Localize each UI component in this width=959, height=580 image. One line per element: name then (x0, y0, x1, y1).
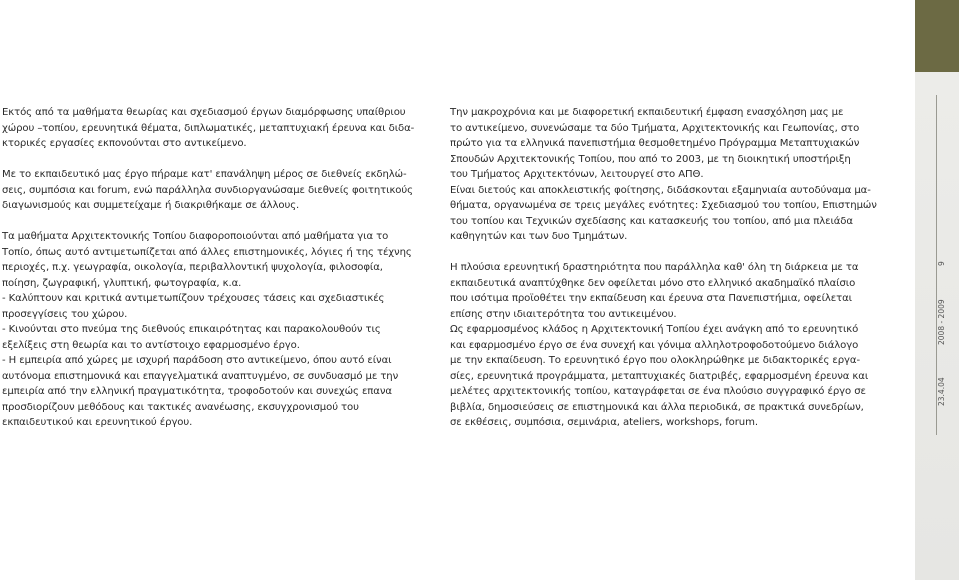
text-line: του Τμήματος Αρχιτεκτόνων, λειτουργεί στο ΑΠΘ. (450, 169, 704, 180)
right-text-column (450, 105, 890, 431)
page-number: 9 (937, 261, 946, 266)
text-line: ποίηση, ζωγραφική, γλυπτική, φωτογραφία, κ.α. (2, 277, 242, 289)
text-line: βιβλία, δημοσιεύσεις σε επιστημονικά και άλλα περιοδικά, σε πρακτικά συνεδρίων, (450, 401, 864, 413)
text-line: Σπουδών Αρχιτεκτονικής Τοπίου, που από το 2003, με τη διοικητική υποστήριξη (450, 153, 851, 165)
text-line: εκπαιδευτικού και ερευνητικού έργου. (2, 417, 193, 428)
text-line: - Κινούνται στο πνεύμα της διεθνούς επικαιρότητας και παρακολουθούν τις (2, 324, 381, 335)
text-line: επίσης στην ιδιαιτερότητα του αντικειμένου. (450, 308, 677, 320)
text-line: Είναι διετούς και αποκλειστικής φοίτησης, διδάσκονται εξαμηνιαία αυτοδύναμα μα- (450, 184, 871, 196)
text-line: - Η εμπειρία από χώρες με ισχυρή παράδοση στο αντικείμενο, όπου αυτό είναι (2, 355, 392, 366)
text-line: σίες, ερευνητικά προγράμματα, μεταπτυχιακές διατριβές, εφαρμοσμένη έρευνα και (450, 370, 869, 382)
paragraph (2, 105, 422, 152)
text-line: σε εκθέσεις, συμπόσια, σεμινάρια, ateliers, workshops, forum. (450, 417, 758, 428)
text-line: εκπαιδευτικά αναπτύχθηκε δεν οφείλεται μόνο στο ελληνικό ακαδημαϊκό πλαίσιο (450, 277, 856, 289)
text-line: Η πλούσια ερευνητική δραστηριότητα που παράλληλα καθ' όλη τη διάρκεια με τα (450, 262, 859, 273)
text-line: εξελίξεις στη θεωρία και το αντίστοιχο εφαρμοσμένο έργο. (2, 339, 300, 351)
text-line: διαγωνισμούς και συμμετείχαμε ή διακριθήκαμε σε άλλους. (2, 200, 300, 211)
text-line: περιοχές, π.χ. γεωγραφία, οικολογία, περιβαλλοντική ψυχολογία, φιλοσοφία, (2, 262, 383, 273)
text-line: Με το εκπαιδευτικό μας έργο πήραμε κατ' επανάληψη μέρος σε διεθνείς εκδηλώ- (2, 169, 407, 180)
text-line: Την μακροχρόνια και με διαφορετική εκπαιδευτική έμφαση ενασχόληση μας με (450, 107, 844, 118)
text-line: Τα μαθήματα Αρχιτεκτονικής Τοπίου διαφοροποιούνται από μαθήματα για το (2, 231, 389, 242)
text-line: αυτόνομα επιστημονικά και επαγγελματικά αναπτυγμένο, σε συνδυασμό με την (2, 370, 399, 382)
text-line: εμπειρία από την ελληνική πραγματικότητα, τροφοδοτούν και συνεχώς επανα (2, 386, 392, 397)
text-line: πρώτο για τα ελληνικά πανεπιστήμια θεσμοθετημένο Πρόγραμμα Μεταπτυχιακών (450, 138, 860, 149)
issue-label: 23.4.04 (937, 377, 946, 406)
text-line: προσδιορίζουν μεθόδους και τακτικές ανανέωσης, εκσυγχρονισμού του (2, 401, 359, 413)
text-line: του τοπίου και Τεχνικών σχεδίασης και κατασκευής του τοπίου, από μια πλειάδα (450, 215, 853, 227)
text-line: καθηγητών και των δυο Τμημάτων. (450, 231, 628, 242)
paragraph (450, 260, 890, 431)
text-line: κτορικές εργασίες εκπονούνται στο αντικείμενο. (2, 138, 247, 149)
sidebar-strip (915, 0, 959, 580)
text-line: Ως εφαρμοσμένος κλάδος η Αρχιτεκτονική Τοπίου έχει ανάγκη από το ερευνητικό (450, 324, 859, 335)
text-line: μελέτες αρχιτεκτονικής τοπίου, καταγράφεται σε ένα πλούσιο συγγραφικό έργο σε (450, 386, 866, 397)
text-line: Τοπίο, όπως αυτό αντιμετωπίζεται από άλλες επιστημονικές, λόγιες ή της τέχνης (2, 246, 412, 258)
text-line: - Καλύπτουν και κριτικά αντιμετωπίζουν τρέχουσες τάσεις και σχεδιαστικές (2, 293, 385, 304)
years-label: 2008 - 2009 (937, 299, 946, 345)
text-line: σεις, συμπόσια και forum, ενώ παράλληλα συνδιοργανώσαμε διεθνείς φοιτητικούς (2, 184, 413, 196)
text-line: το αντικείμενο, συνενώσαμε τα δύο Τμήματα, Αρχιτεκτονικής και Γεωπονίας, στο (450, 122, 860, 134)
text-line: προσεγγίσεις του χώρου. (2, 308, 128, 320)
left-text-column (2, 105, 422, 431)
paragraph (2, 229, 422, 431)
text-line: και εφαρμοσμένο έργο σε ένα συνεχή και γόνιμα αλληλοτροφοδοτούμενο διάλογο (450, 339, 859, 351)
text-line: με την εκπαίδευση. Το ερευνητικό έργο που ολοκληρώθηκε με διδακτορικές εργα- (450, 355, 861, 366)
text-line: θήματα, οργανωμένα σε τρεις μεγάλες ενότητες: Σχεδιασμού του τοπίου, Επιστημών (450, 200, 877, 211)
text-line: χώρου –τοπίου, ερευνητικά θέματα, διπλωματικές, μεταπτυχιακή έρευνα και διδα- (2, 122, 415, 134)
text-line: Εκτός από τα μαθήματα θεωρίας και σχεδιασμού έργων διαμόρφωσης υπαίθριου (2, 107, 406, 118)
paragraph (450, 105, 890, 245)
paragraph (2, 167, 422, 214)
text-line: που ισότιμα προϊοθέτει την εκπαίδευση και έρευνα στα Πανεπιστήμια, οφείλεται (450, 293, 852, 304)
